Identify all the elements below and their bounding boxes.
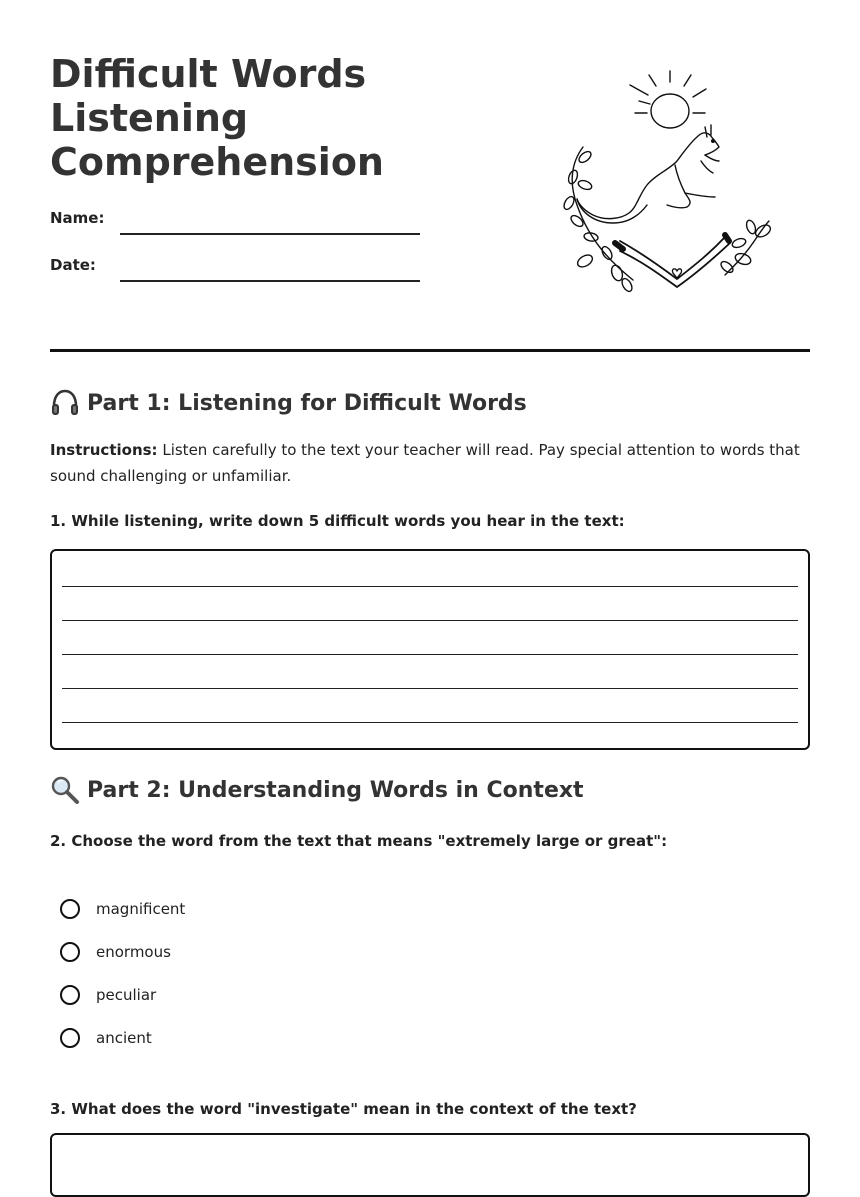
headphones-icon xyxy=(50,388,80,418)
part2-heading xyxy=(50,775,584,805)
difficult-words-answer-box[interactable] xyxy=(50,549,810,750)
date-input-line[interactable] xyxy=(120,280,420,282)
date-field xyxy=(50,256,420,280)
option-magnificent[interactable] xyxy=(60,896,185,922)
answer-line-1[interactable] xyxy=(62,586,798,587)
option-label: ancient xyxy=(96,1029,152,1047)
instructions xyxy=(50,437,810,489)
radio-button[interactable] xyxy=(60,899,80,919)
name-input-line[interactable] xyxy=(120,233,420,235)
kangaroo-boomerang-illustration xyxy=(555,65,775,300)
instructions-label: Instructions: xyxy=(50,441,158,459)
part2-title: Part 2: Understanding Words in Context xyxy=(87,777,584,803)
option-label: peculiar xyxy=(96,986,157,1004)
worksheet-title xyxy=(50,52,470,184)
answer-line-4[interactable] xyxy=(62,688,798,689)
radio-button[interactable] xyxy=(60,985,80,1005)
option-enormous[interactable] xyxy=(60,939,171,965)
header-divider xyxy=(50,349,810,352)
answer-line-3[interactable] xyxy=(62,654,798,655)
part1-title: Part 1: Listening for Difficult Words xyxy=(87,390,527,416)
answer-line-2[interactable] xyxy=(62,620,798,621)
part1-heading xyxy=(50,388,527,418)
option-peculiar[interactable] xyxy=(60,982,156,1008)
option-ancient[interactable] xyxy=(60,1025,152,1051)
name-field xyxy=(50,209,420,233)
option-label: magnificent xyxy=(96,900,186,918)
instructions-text: Listen carefully to the text your teacher will read. Pay special attention to words that sound challenging or unfamiliar. xyxy=(50,441,800,485)
question-1: 1. While listening, write down 5 difficult words you hear in the text: xyxy=(50,512,625,530)
magnifier-icon xyxy=(50,775,80,805)
radio-button[interactable] xyxy=(60,1028,80,1048)
name-label: Name: xyxy=(50,209,105,227)
title-line-3: Comprehension xyxy=(50,140,384,184)
question-2: 2. Choose the word from the text that means "extremely large or great": xyxy=(50,832,668,850)
answer-line-5[interactable] xyxy=(62,722,798,723)
radio-button[interactable] xyxy=(60,942,80,962)
option-label: enormous xyxy=(96,943,171,961)
question-3: 3. What does the word "investigate" mean in the context of the text? xyxy=(50,1100,637,1118)
title-line-1: Difficult Words xyxy=(50,52,367,96)
title-line-2: Listening xyxy=(50,96,249,140)
investigate-answer-box[interactable] xyxy=(50,1133,810,1197)
date-label: Date: xyxy=(50,256,96,274)
